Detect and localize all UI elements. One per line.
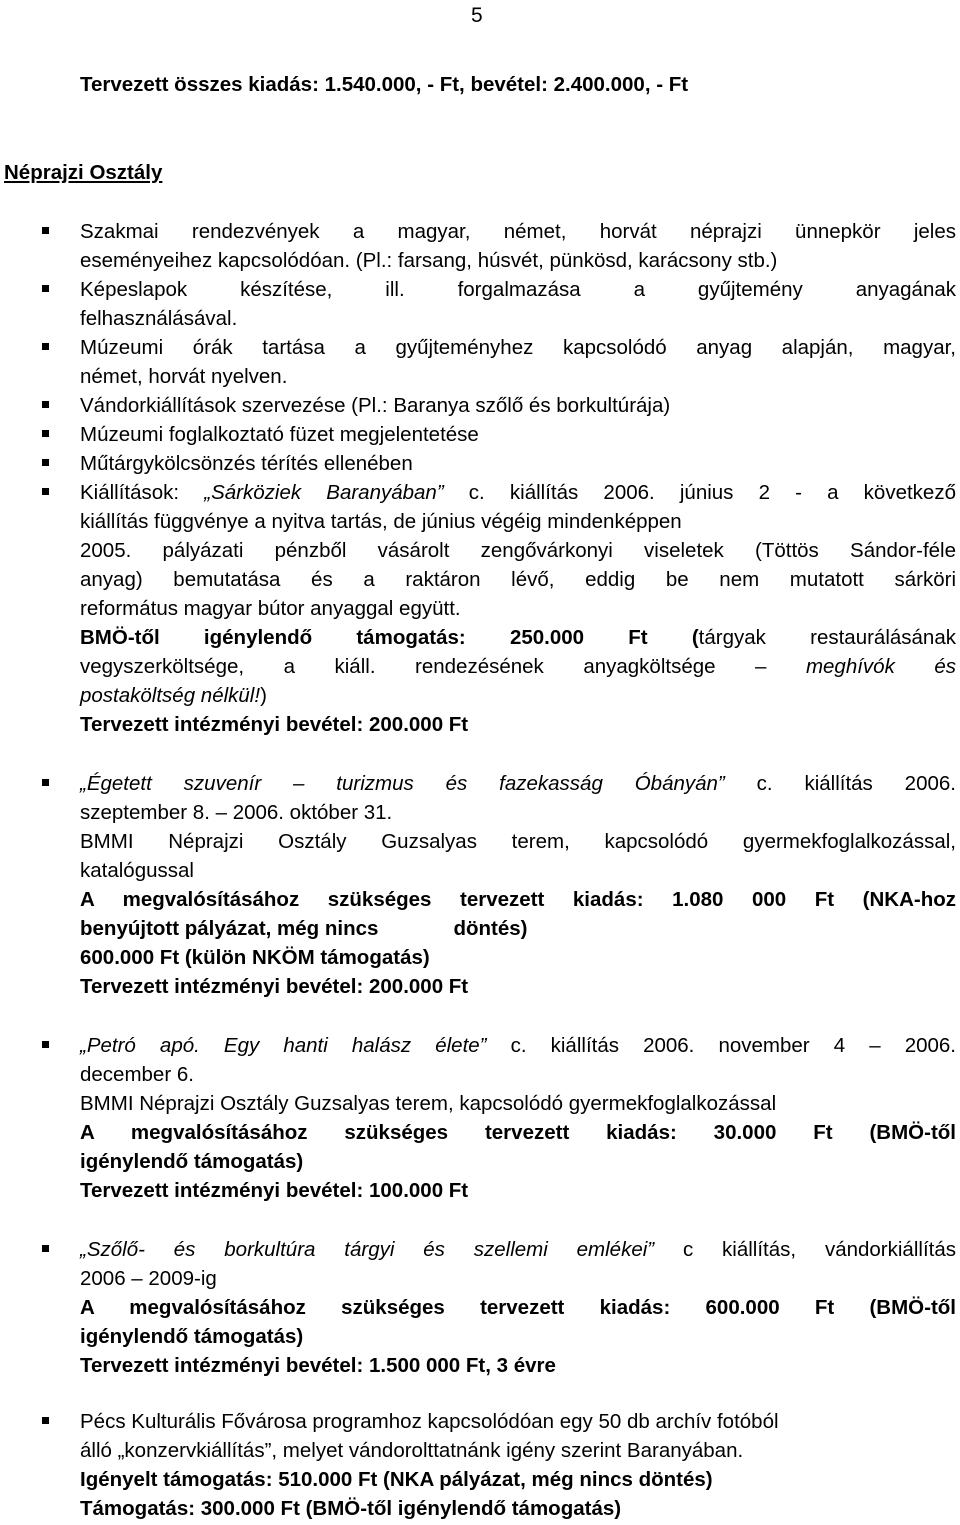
exhibition-line: kiállítás függvénye a nyitva tartás, de június végéig mindenképpen [80, 510, 682, 533]
planned-expense: A megvalósításához szükséges tervezett kiadás: 600.000 Ft (BMÖ-től [80, 1296, 956, 1319]
bullet-marker [42, 1041, 49, 1048]
exhibition-suffix: c. kiállítás 2006. június 2 - a következő [443, 481, 956, 504]
bullet-marker [42, 401, 49, 408]
support-rest: tárgyak restaurálásának [698, 626, 956, 649]
text-part: benyújtott pályázat, még nincs [80, 917, 379, 940]
exhibition-suffix: c. kiállítás 2006. [724, 772, 956, 795]
planned-income: Tervezett intézményi bevétel: 200.000 Ft [80, 975, 469, 998]
exhibition-line: igénylendő támogatás) [80, 1325, 304, 1348]
exhibition-line: református magyar bútor anyaggal együtt. [80, 597, 461, 620]
text-part-italic: postaköltség nélkül! [80, 684, 261, 707]
exhibition-line: szeptember 8. – 2006. október 31. [80, 801, 393, 824]
page-number: 5 [471, 4, 483, 27]
exhibition-line: katalógussal [80, 859, 194, 882]
bullet-marker [42, 488, 49, 495]
exhibition-title: „Szőlő- és borkultúra tárgyi és szellemi emlékei” [80, 1238, 655, 1261]
bullet-marker [42, 779, 49, 786]
exhibition-suffix: c kiállítás, vándorkiállítás [654, 1238, 956, 1261]
bullet-marker [42, 459, 49, 466]
exhibition-line [80, 1436, 956, 1465]
exhibition-title: „Sárköziek Baranyában” [204, 481, 444, 504]
bullet-marker [42, 343, 49, 350]
exhibition-title: „Petró apó. Egy hanti halász élete” [80, 1034, 487, 1057]
exhibition-line [80, 914, 956, 943]
exhibition-line: december 6. [80, 1063, 194, 1086]
bullet-text: Képeslapok készítése, ill. forgalmazása a gyűjtemény anyagának [80, 278, 956, 301]
planned-income: Tervezett intézményi bevétel: 200.000 Ft [80, 713, 469, 736]
exhibition-line: anyag) bemutatása és a raktáron lévő, eddig be nem mutatott sárköri [80, 568, 956, 591]
exhibition-line: BMMI Néprajzi Osztály Guzsalyas terem, kapcsolódó gyermekfoglalkozással, [80, 830, 956, 853]
exhibition-suffix: c. kiállítás 2006. november 4 – 2006. [486, 1034, 956, 1057]
text-part: „konzervkiállítás” [117, 1439, 272, 1462]
planned-expense: A megvalósításához szükséges tervezett kiadás: 30.000 Ft (BMÖ-től [80, 1121, 956, 1144]
planned-income: Tervezett intézményi bevétel: 1.500 000 Ft, 3 évre [80, 1354, 556, 1377]
exhibition-line: 2005. pályázati pénzből vásárolt zengővárkonyi viseletek (Töttös Sándor-féle [80, 539, 956, 562]
bullet-text: eseményeihez kapcsolódóan. (Pl.: farsang, húsvét, pünkösd, karácsony stb.) [80, 249, 778, 272]
exhibition-line [80, 1031, 956, 1060]
exhibition-line: BMMI Néprajzi Osztály Guzsalyas terem, kapcsolódó gyermekfoglalkozással [80, 1092, 777, 1115]
text-part: döntés) [453, 917, 528, 940]
bullet-text: felhasználásával. [80, 307, 238, 330]
text-part: , melyet vándorolttatnánk igény szerint Baranyában. [271, 1439, 744, 1462]
exhibition-line: igénylendő támogatás) [80, 1150, 304, 1173]
exhibition-line: 600.000 Ft (külön NKÖM támogatás) [80, 946, 430, 969]
exhibition-line [80, 1235, 956, 1264]
exhibition-line [80, 769, 956, 798]
exhibition-support [80, 623, 956, 652]
bullet-text: német, horvát nyelven. [80, 365, 288, 388]
requested-support: Igényelt támogatás: 510.000 Ft (NKA pályázat, még nincs döntés) [80, 1468, 713, 1491]
planned-totals: Tervezett összes kiadás: 1.540.000, - Ft, bevétel: 2.400.000, - Ft [80, 73, 689, 96]
bullet-marker [42, 285, 49, 292]
bullet-text: Szakmai rendezvények a magyar, német, horvát néprajzi ünnepkör jeles [80, 220, 956, 243]
bullet-marker [42, 227, 49, 234]
exhibition-line [80, 681, 956, 710]
planned-expense: A megvalósításához szükséges tervezett kiadás: 1.080 000 Ft (NKA-hoz [80, 888, 956, 911]
bullet-marker [42, 1245, 49, 1252]
bullet-text: Múzeumi órák tartása a gyűjteményhez kapcsolódó anyag alapján, magyar, [80, 336, 956, 359]
exhibition-line [80, 478, 956, 507]
bullet-text: Múzeumi foglalkoztató füzet megjelentetése [80, 423, 479, 446]
text-part: ) [260, 684, 267, 707]
text-part-italic: meghívók és [805, 655, 956, 678]
support-bold: BMÖ-től igénylendő támogatás: 250.000 Ft ( [80, 626, 699, 649]
support: Támogatás: 300.000 Ft (BMÖ-től igénylendő támogatás) [80, 1497, 622, 1520]
exhibition-prefix: Kiállítások: [80, 481, 205, 504]
bullet-marker [42, 1417, 49, 1424]
exhibition-title: „Égetett szuvenír – turizmus és fazekasság Óbányán” [80, 772, 725, 795]
exhibition-line [80, 652, 956, 681]
bullet-text: Műtárgykölcsönzés térítés ellenében [80, 452, 413, 475]
bullet-marker [42, 430, 49, 437]
planned-income: Tervezett intézményi bevétel: 100.000 Ft [80, 1179, 469, 1202]
bullet-text: Vándorkiállítások szervezése (Pl.: Baranya szőlő és borkultúrája) [80, 394, 671, 417]
section-title: Néprajzi Osztály [4, 161, 163, 184]
text-part: vegyszerköltsége, a kiáll. rendezésének anyagköltsége – [80, 655, 806, 678]
exhibition-line: Pécs Kulturális Fővárosa programhoz kapcsolódóan egy 50 db archív fotóból [80, 1410, 779, 1433]
exhibition-line: 2006 – 2009-ig [80, 1267, 217, 1290]
text-part: álló [80, 1439, 118, 1462]
